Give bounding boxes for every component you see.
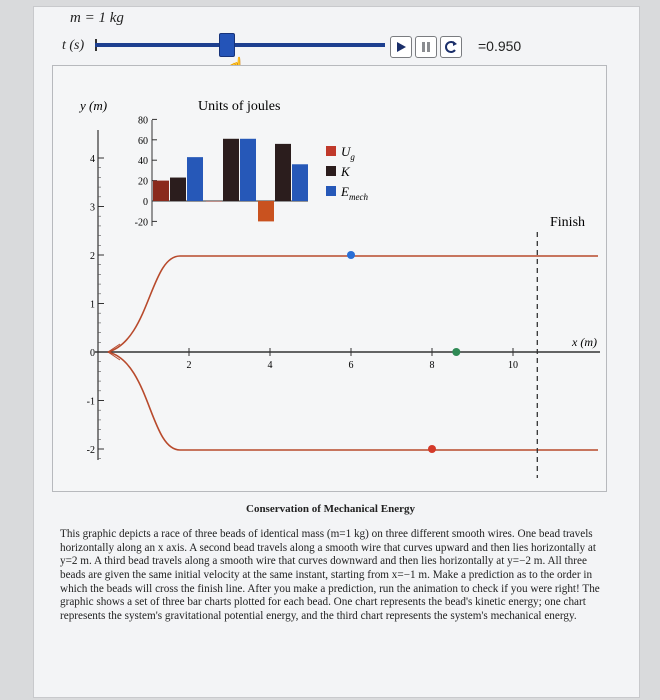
bar-ug-1 — [153, 181, 169, 201]
bar-chart-title: Units of joules — [198, 99, 281, 114]
bar-k-1 — [170, 178, 186, 201]
y-tick-label: 2 — [90, 251, 95, 262]
bar-y-tick-label: -20 — [134, 217, 148, 229]
bar-y-tick-label: 20 — [138, 176, 148, 188]
legend-label: K — [341, 164, 350, 179]
y-tick-label: 0 — [90, 348, 95, 359]
y-axis-label: y (m) — [80, 98, 108, 113]
y-tick-label: 1 — [90, 299, 95, 311]
bead-lower — [428, 445, 436, 453]
time-readout: =0.950 — [478, 38, 522, 54]
x-axis-label: x (m) — [572, 335, 597, 349]
x-tick-label: 2 — [186, 360, 192, 371]
description-text: This graphic depicts a race of three beads of identical mass (m=1 kg) on three different smooth wires. One bead travels horizontally along an x axis. A second bead travels along a smooth wire that curves upward and then lies horizontally at y=2 m. A third bead travels along a smooth wire that curves downward and then lies horizontally at y=−2 m. All three beads are given the same initial velocity at the same instant, starting from x=−1 m. Make a prediction as to the order in which the beads will cross the finish line. After you make a prediction, run the animation to check if you were right! The graphic shows a set of three bar charts plotted for each bead. One chart represents the bead's kinetic energy; one chart represents the system's gravitational potential energy, and the third chart represents the system's mechanical energy. — [60, 528, 600, 622]
bead-upper — [347, 251, 355, 259]
legend-label: $U_g$ — [341, 144, 355, 162]
y-tick-label: 4 — [90, 154, 95, 165]
x-tick-label: 6 — [348, 360, 354, 371]
bar-y-tick-label: 0 — [143, 197, 148, 208]
legend-swatch — [326, 186, 336, 196]
legend-label: $E_{mech}$ — [341, 184, 368, 202]
finish-label: Finish — [550, 215, 586, 230]
caption-title: Conservation of Mechanical Energy — [246, 503, 415, 515]
bar-emech-2 — [240, 139, 256, 201]
bar-emech-1 — [187, 157, 203, 201]
time-slider-label: t (s) — [62, 38, 85, 53]
mass-label: m = 1 kg — [70, 10, 124, 26]
bar-y-tick-label: 40 — [138, 156, 148, 168]
bar-y-tick-label: 80 — [138, 115, 148, 127]
bar-k-3 — [275, 144, 291, 201]
y-tick-label: -2 — [86, 445, 95, 456]
legend-swatch — [326, 166, 336, 176]
bar-k-2 — [223, 139, 239, 201]
y-tick-label: -1 — [86, 396, 95, 408]
bar-y-tick-label: 60 — [138, 135, 148, 147]
bar-ug-2 — [206, 201, 222, 202]
legend-swatch — [326, 146, 336, 156]
y-tick-label: 3 — [90, 202, 95, 214]
bar-ug-3 — [258, 201, 274, 221]
x-tick-label: 4 — [267, 360, 273, 371]
x-tick-label: 10 — [508, 360, 518, 371]
x-tick-label: 8 — [429, 360, 435, 371]
bead-middle — [452, 348, 460, 356]
bar-emech-3 — [292, 164, 308, 201]
upper-wire — [108, 256, 598, 352]
